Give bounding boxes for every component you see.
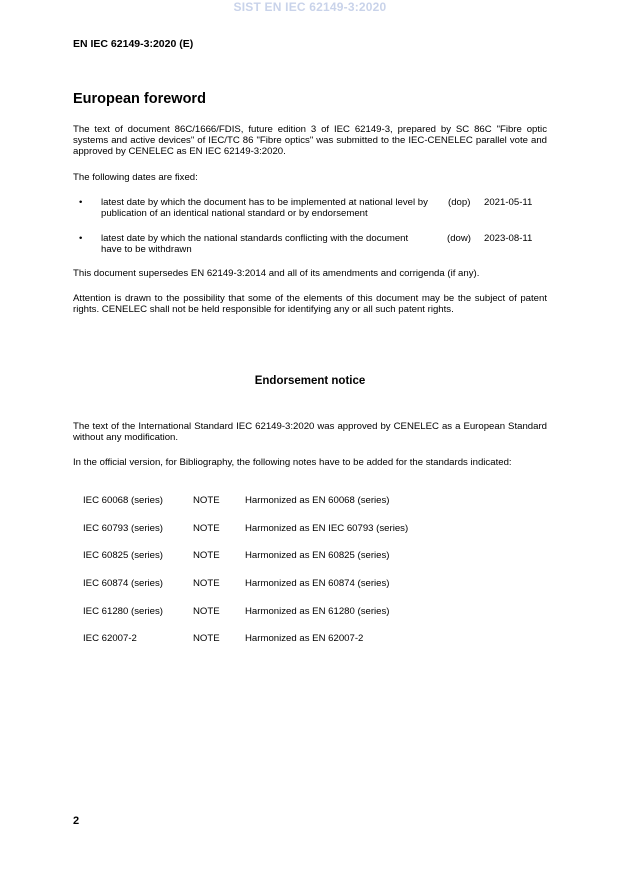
note-label: NOTE [193,578,220,589]
bullet-dop: • [79,197,83,208]
note-standard: IEC 60068 (series) [83,495,163,506]
note-label: NOTE [193,523,220,534]
note-standard: IEC 60874 (series) [83,578,163,589]
note-text: Harmonized as EN 61280 (series) [245,606,390,617]
dop-code: (dop) [448,197,471,208]
document-id-header: EN IEC 62149-3:2020 (E) [73,38,194,50]
notes-intro: In the official version, for Bibliography, the following notes have to be added for the standards indicated: [73,457,512,468]
note-row [83,550,483,562]
patent-attention: Attention is drawn to the possibility that some of the elements of this document may be the subject of patent rights. CENELEC shall not be held responsible for identifying any or all such patent rights. [73,293,547,316]
note-row [83,633,483,645]
dop-description: latest date by which the document has to be implemented at national level by publication of an identical national standard or by endorsement [101,197,428,220]
bullet-dow: • [79,233,83,244]
note-standard: IEC 60825 (series) [83,550,163,561]
note-row [83,523,483,535]
page-number: 2 [73,815,80,827]
note-standard: IEC 61280 (series) [83,606,163,617]
note-text: Harmonized as EN 60874 (series) [245,578,390,589]
note-row [83,578,483,590]
endorsement-text: The text of the International Standard IEC 62149-3:2020 was approved by CENELEC as a European Standard without any modification. [73,421,547,444]
foreword-intro: The text of document 86C/1666/FDIS, future edition 3 of IEC 62149-3, prepared by SC 86C "Fibre optic systems and active devices" of IEC/TC 86 "Fibre optics" was submitted to the IEC-CENELEC parallel vote and approved by CENELEC as EN IEC 62149-3:2020. [73,124,547,158]
note-label: NOTE [193,633,220,644]
watermark: SIST EN IEC 62149-3:2020 [233,0,387,14]
note-label: NOTE [193,606,220,617]
note-text: Harmonized as EN 62007-2 [245,633,364,644]
note-label: NOTE [193,550,220,561]
dates-intro: The following dates are fixed: [73,172,198,183]
note-text: Harmonized as EN 60068 (series) [245,495,390,506]
foreword-title: European foreword [73,91,206,107]
note-row [83,606,483,618]
supersedes-text: This document supersedes EN 62149-3:2014 and all of its amendments and corrigenda (if any). [73,268,480,279]
dow-date: 2023-08-11 [484,233,533,244]
endorsement-title: Endorsement notice [254,375,366,387]
note-label: NOTE [193,495,220,506]
note-text: Harmonized as EN IEC 60793 (series) [245,523,409,534]
note-text: Harmonized as EN 60825 (series) [245,550,390,561]
note-standard: IEC 60793 (series) [83,523,163,534]
dow-description: latest date by which the national standards conflicting with the document have to be withdrawn [101,233,409,256]
dop-date: 2021-05-11 [484,197,533,208]
note-standard: IEC 62007-2 [83,633,137,644]
note-row [83,495,483,507]
dow-code: (dow) [447,233,471,244]
